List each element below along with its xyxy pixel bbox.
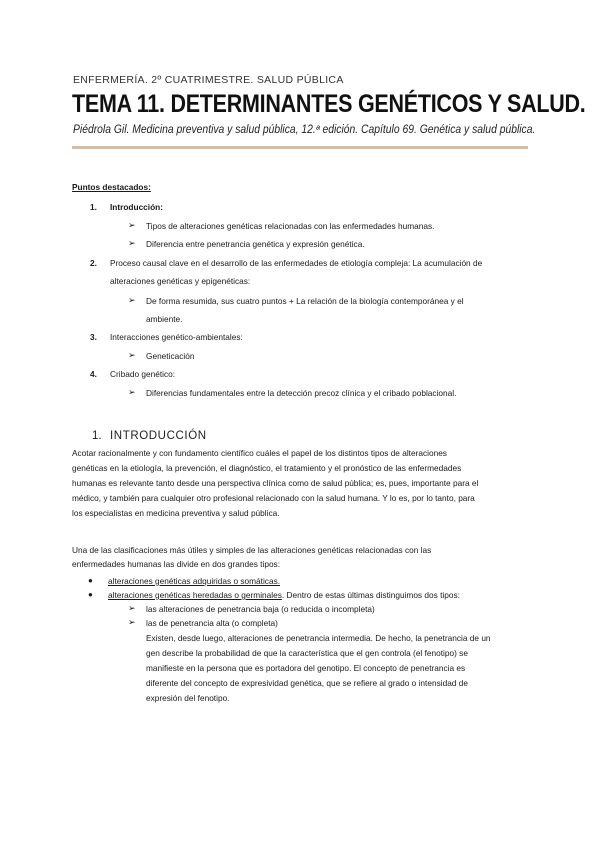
arrow-bullet-icon: ➢	[128, 295, 136, 305]
highlight-number-1: 1.	[90, 202, 97, 212]
intro-paragraph-2	[72, 543, 527, 571]
highlight-label-2-cont: alteraciones genéticas y epigenéticas:	[110, 276, 251, 286]
paragraph-line: Acotar racionalmente y con fundamento científico cuáles el papel de los distintos tipos de alteraciones	[72, 448, 447, 458]
sub-bullet-high-penetrance: las de penetrancia alta (o completa)	[146, 618, 278, 628]
paragraph-line: expresión del fenotipo.	[146, 693, 230, 703]
bullet-germinal	[108, 591, 460, 599]
highlight-label-2: Proceso causal clave en el desarrollo de las enfermedades de etiología compleja: La acumulación de	[110, 258, 483, 268]
highlight-subitem: De forma resumida, sus cuatro puntos + La relación de la biología contemporánea y el	[146, 296, 464, 306]
paragraph-line: Una de las clasificaciones más útiles y simples de las alteraciones genéticas relacionadas con las	[72, 545, 432, 555]
bullet-germinal-rest: . Dentro de estas últimas distinguimos dos tipos:	[281, 590, 460, 600]
arrow-bullet-icon: ➢	[128, 350, 136, 360]
paragraph-line: Existen, desde luego, alteraciones de penetrancia intermedia. De hecho, la penetrancia de un	[146, 633, 491, 643]
sub-bullet-low-penetrance: las alteraciones de penetrancia baja (o reducida o incompleta)	[146, 604, 375, 614]
highlight-number-4: 4.	[90, 369, 97, 379]
highlights-title: Puntos destacados:	[72, 182, 151, 192]
paragraph-line: enfermedades humanas las divide en dos grandes tipos:	[72, 559, 281, 569]
paragraph-line: manifieste en la persona que es portadora del genotipo. El concepto de penetrancia es	[146, 663, 466, 673]
section-number: 1.	[92, 430, 102, 442]
penetrance-note	[146, 631, 528, 706]
paragraph-line: diferente del concepto de expresividad genética, que se refiere al grado o intensidad de	[146, 678, 468, 688]
highlight-label-3: Interacciones genético-ambientales:	[110, 332, 243, 342]
highlight-subitem-cont: ambiente.	[146, 314, 183, 324]
highlight-subitem: Geneticación	[146, 351, 195, 361]
highlight-subitem: Tipos de alteraciones genéticas relacionadas con las enfermedades humanas.	[146, 221, 435, 231]
highlight-subitem: Diferencias fundamentales entre la detección precoz clínica y el cribado poblacional.	[146, 388, 457, 398]
paragraph-line: médico, y también para cualquier otro profesional relacionado con la salud humana. Y lo es, por lo tanto, para	[72, 493, 475, 503]
page-title: TEMA 11. DETERMINANTES GENÉTICOS Y SALUD.	[72, 90, 586, 118]
bullet-germinal-underlined: alteraciones genéticas heredadas o germinales	[108, 590, 282, 600]
intro-paragraph-1	[72, 446, 527, 521]
bullet-dot-icon: ●	[88, 590, 93, 599]
section-heading: INTRODUCCIÓN	[110, 430, 207, 442]
paragraph-line: genéticas en la etiología, la prevención, el diagnóstico, el tratamiento y el pronóstico de las enfermedades	[72, 463, 462, 473]
paragraph-line: gen describe la probabilidad de que la característica que el gen controla (el fenotipo) se	[146, 648, 468, 658]
arrow-bullet-icon: ➢	[128, 238, 136, 248]
highlight-number-2: 2.	[90, 258, 97, 268]
bullet-somatic: alteraciones genéticas adquiridas o somáticas.	[108, 576, 281, 586]
title-divider	[72, 146, 528, 149]
paragraph-line: los especialistas en medicina preventiva y salud pública.	[72, 508, 280, 518]
highlight-label-4: Cribado genético:	[110, 369, 176, 379]
arrow-bullet-icon: ➢	[128, 387, 136, 397]
highlight-subitem: Diferencia entre penetrancia genética y expresión genética.	[146, 239, 365, 249]
arrow-bullet-icon: ➢	[128, 617, 136, 627]
paragraph-line: humanas es relevante tanto desde una perspectiva clínica como de salud pública; es, pues, importante para el	[72, 478, 479, 488]
arrow-bullet-icon: ➢	[128, 220, 136, 230]
highlight-number-3: 3.	[90, 332, 97, 342]
arrow-bullet-icon: ➢	[128, 603, 136, 613]
course-subject: ENFERMERÍA. 2º CUATRIMESTRE. SALUD PÚBLICA	[73, 74, 344, 86]
bullet-dot-icon: ●	[88, 576, 93, 585]
bibliographic-reference: Piédrola Gil. Medicina preventiva y salud pública, 12.ª edición. Capítulo 69. Genética y salud pública.	[73, 124, 536, 136]
highlight-label-1: Introducción:	[110, 202, 164, 212]
